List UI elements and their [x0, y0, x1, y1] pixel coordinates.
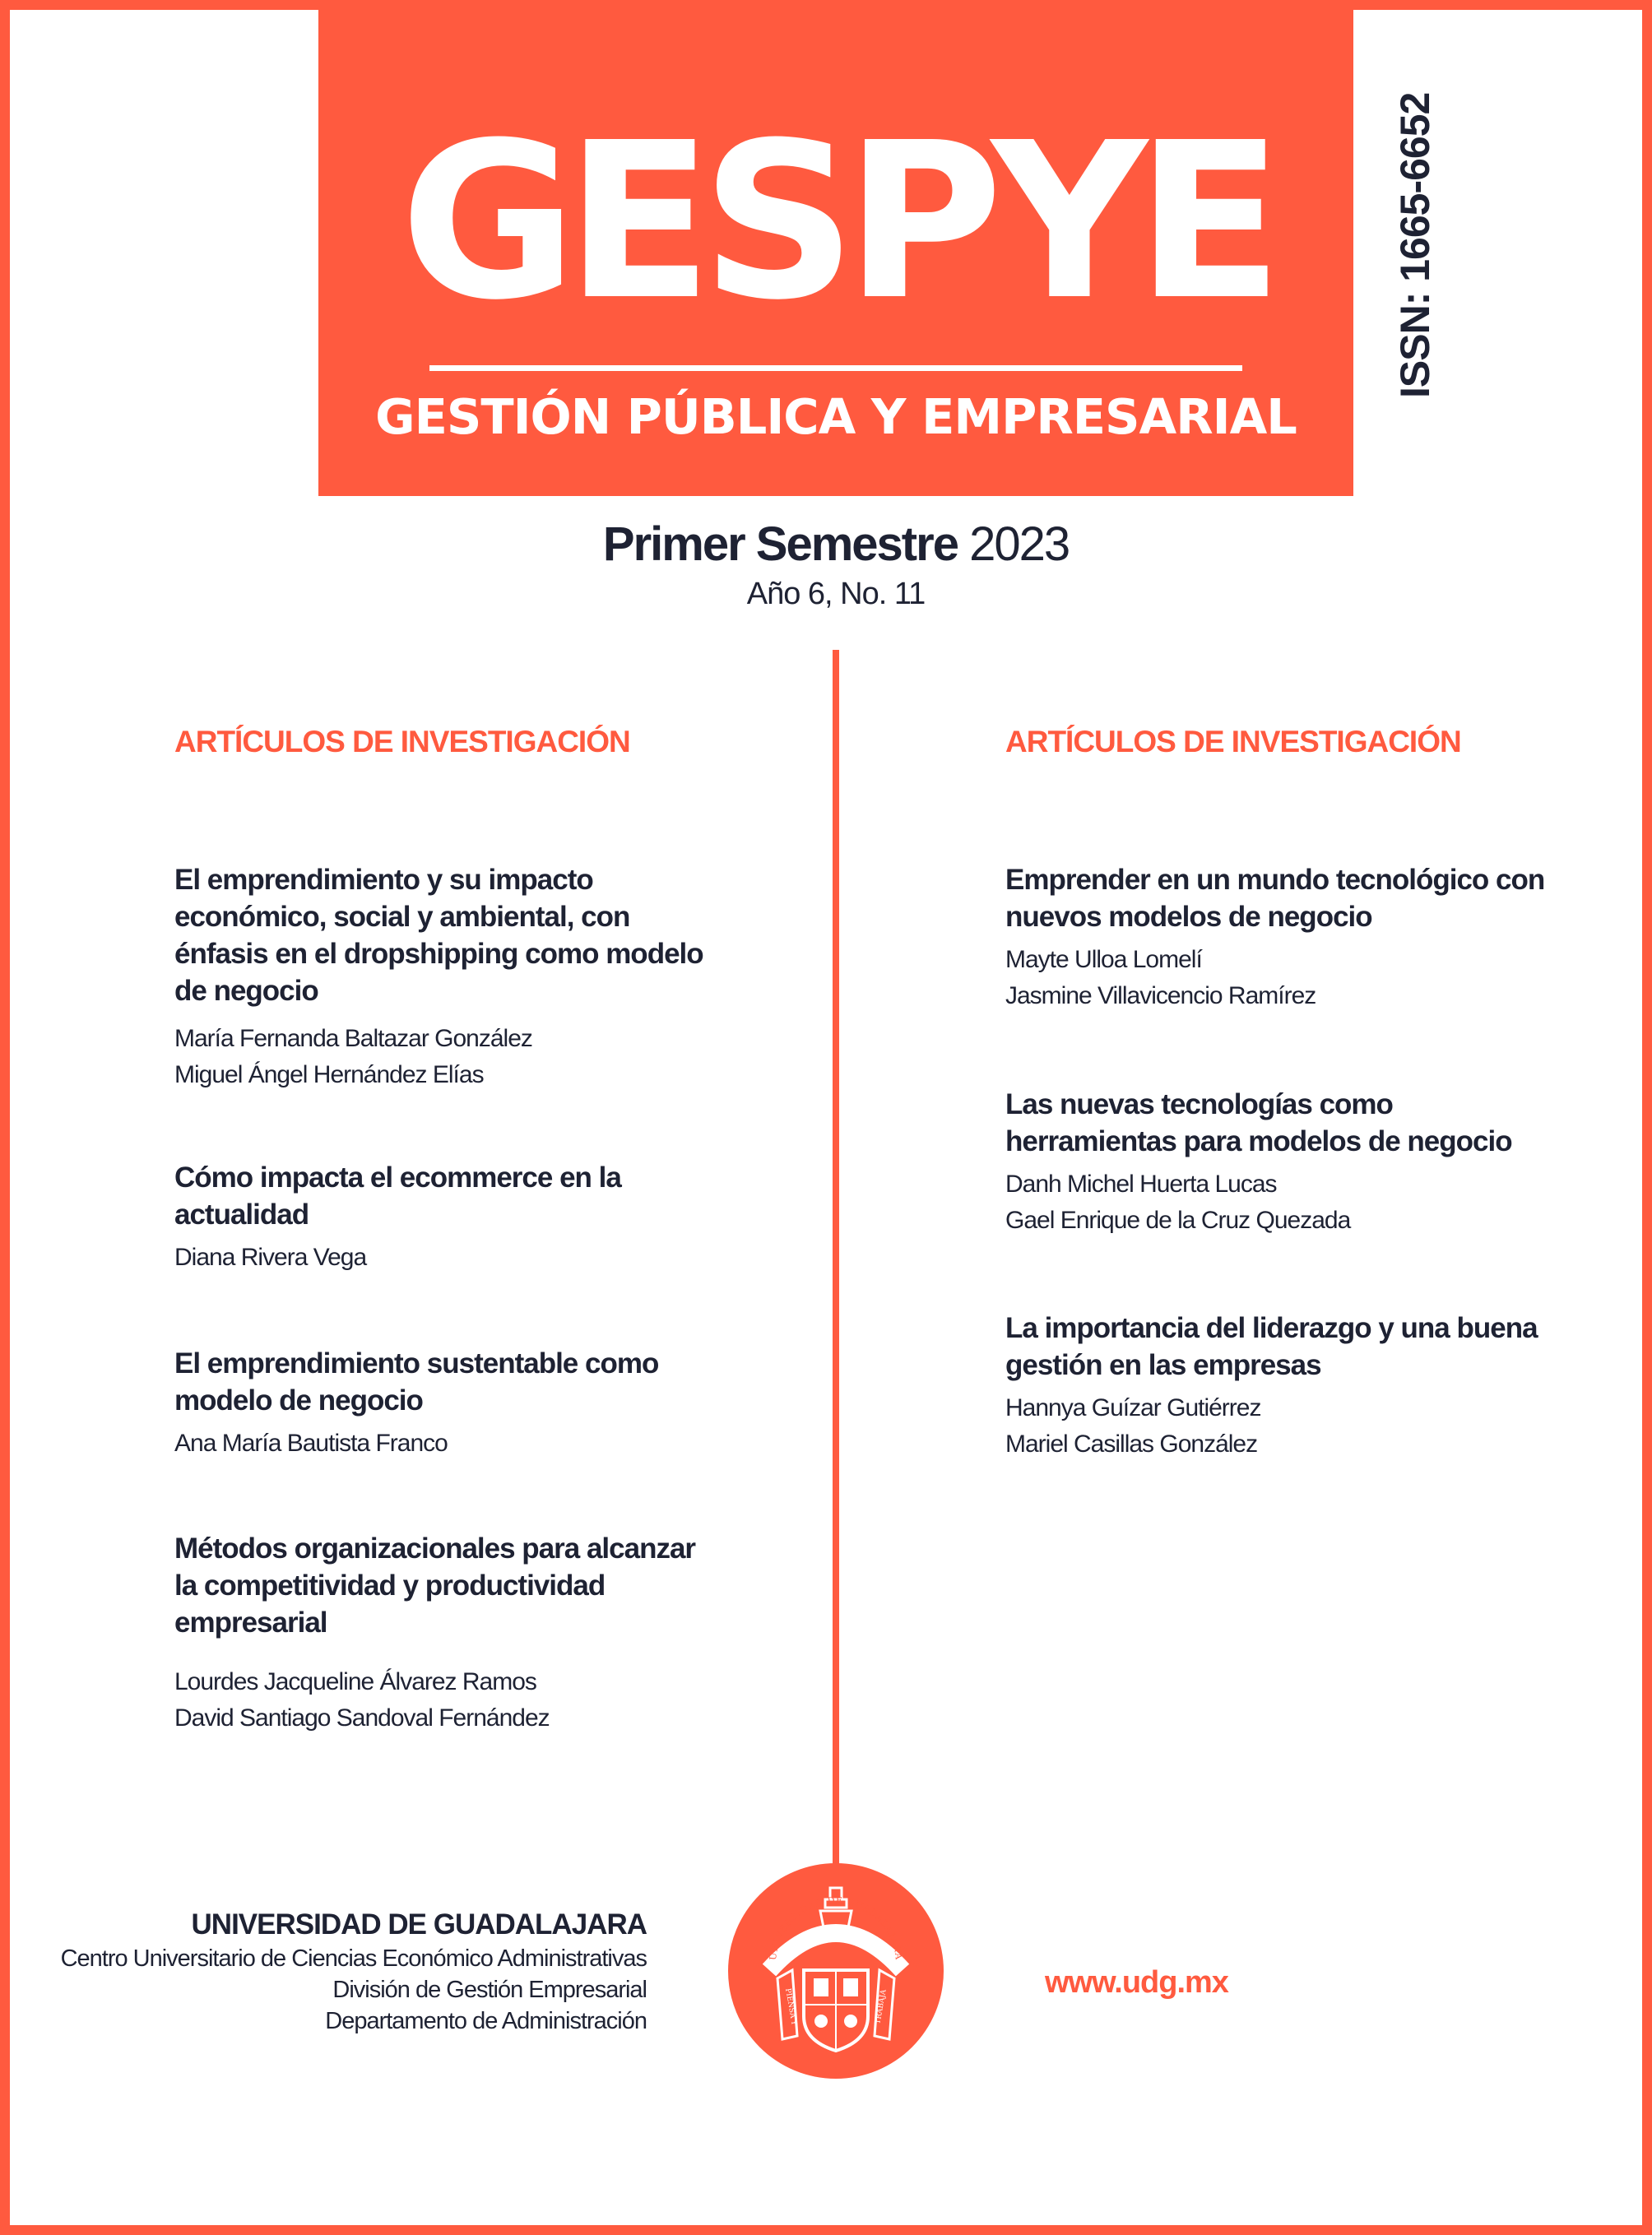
website-link[interactable]: www.udg.mx: [1045, 1965, 1228, 2000]
issue-semester: [10, 516, 1652, 573]
center-divider: [833, 650, 839, 1867]
article-item: [174, 1345, 709, 1462]
right-column: [1005, 721, 1565, 1458]
article-item: [174, 1159, 709, 1276]
article-item: [1005, 861, 1565, 1014]
article-title: La importancia del liderazgo y una buena gestión en las empresas: [1005, 1312, 1538, 1381]
issue-number: Año 6, No. 11: [746, 577, 926, 611]
section-heading: ARTÍCULOS DE INVESTIGACIÓN: [174, 725, 630, 758]
article-item: [174, 861, 709, 1093]
article-title: Emprender en un mundo tecnológico con nuevos modelos de negocio: [1005, 864, 1545, 933]
article-title: El emprendimiento sustentable como modelo de negocio: [174, 1347, 659, 1417]
university-center: Centro Universitario de Ciencias Económico Administrativas: [60, 1945, 647, 1972]
article-item: [1005, 1086, 1565, 1239]
section-heading: ARTÍCULOS DE INVESTIGACIÓN: [1005, 725, 1461, 758]
university-department: Departamento de Administración: [325, 2008, 647, 2034]
semester-year: 2023: [969, 517, 1070, 571]
seal-left-motto: PIENSA Y: [783, 1987, 798, 2026]
title-banner: [318, 10, 1353, 496]
article-title: Métodos organizacionales para alcanzar la competitividad y productividad empresarial: [174, 1533, 696, 1639]
article-author: Lourdes Jacqueline Álvarez Ramos: [174, 1668, 536, 1695]
article-author: Ana María Bautista Franco: [174, 1430, 448, 1457]
article-author: Danh Michel Huerta Lucas: [1005, 1171, 1277, 1198]
article-author: David Santiago Sandoval Fernández: [174, 1704, 550, 1732]
article-title: El emprendimiento y su impacto económico, social y ambiental, con énfasis en el dropshipping como modelo de negocio: [174, 864, 703, 1007]
university-seal-icon: [728, 1863, 944, 2079]
banner-rule: [429, 365, 1242, 371]
article-author: Hannya Guízar Gutiérrez: [1005, 1394, 1261, 1421]
article-title: Las nuevas tecnologías como herramientas para modelos de negocio: [1005, 1088, 1512, 1157]
university-block: [61, 1907, 647, 2037]
issn-number: ISSN: 1665-6652: [1392, 92, 1438, 398]
article-title: Cómo impacta el ecommerce en la actualidad: [174, 1162, 621, 1231]
university-name: UNIVERSIDAD DE GUADALAJARA: [191, 1908, 647, 1941]
article-author: Gael Enrique de la Cruz Quezada: [1005, 1207, 1351, 1234]
university-division: División de Gestión Empresarial: [332, 1977, 647, 2003]
article-author: María Fernanda Baltazar González: [174, 1025, 532, 1052]
seal-right-motto: TRABAJA: [874, 1988, 889, 2025]
journal-title: GESPYE: [400, 96, 1272, 347]
article-author: Mariel Casillas González: [1005, 1430, 1258, 1458]
article-author: Diana Rivera Vega: [174, 1244, 367, 1271]
article-item: [1005, 1310, 1565, 1463]
article-item: [174, 1530, 709, 1737]
article-author: Mayte Ulloa Lomelí: [1005, 946, 1202, 973]
article-author: Miguel Ángel Hernández Elías: [174, 1061, 484, 1088]
left-column: [174, 721, 709, 1732]
seal-arc-text: UNIVERSIDAD DE GUADALAJARA: [767, 1894, 904, 1961]
article-author: Jasmine Villavicencio Ramírez: [1005, 982, 1316, 1009]
journal-subtitle: GESTIÓN PÚBLICA Y EMPRESARIAL: [375, 388, 1297, 445]
semester-label: Primer Semestre: [602, 517, 958, 571]
